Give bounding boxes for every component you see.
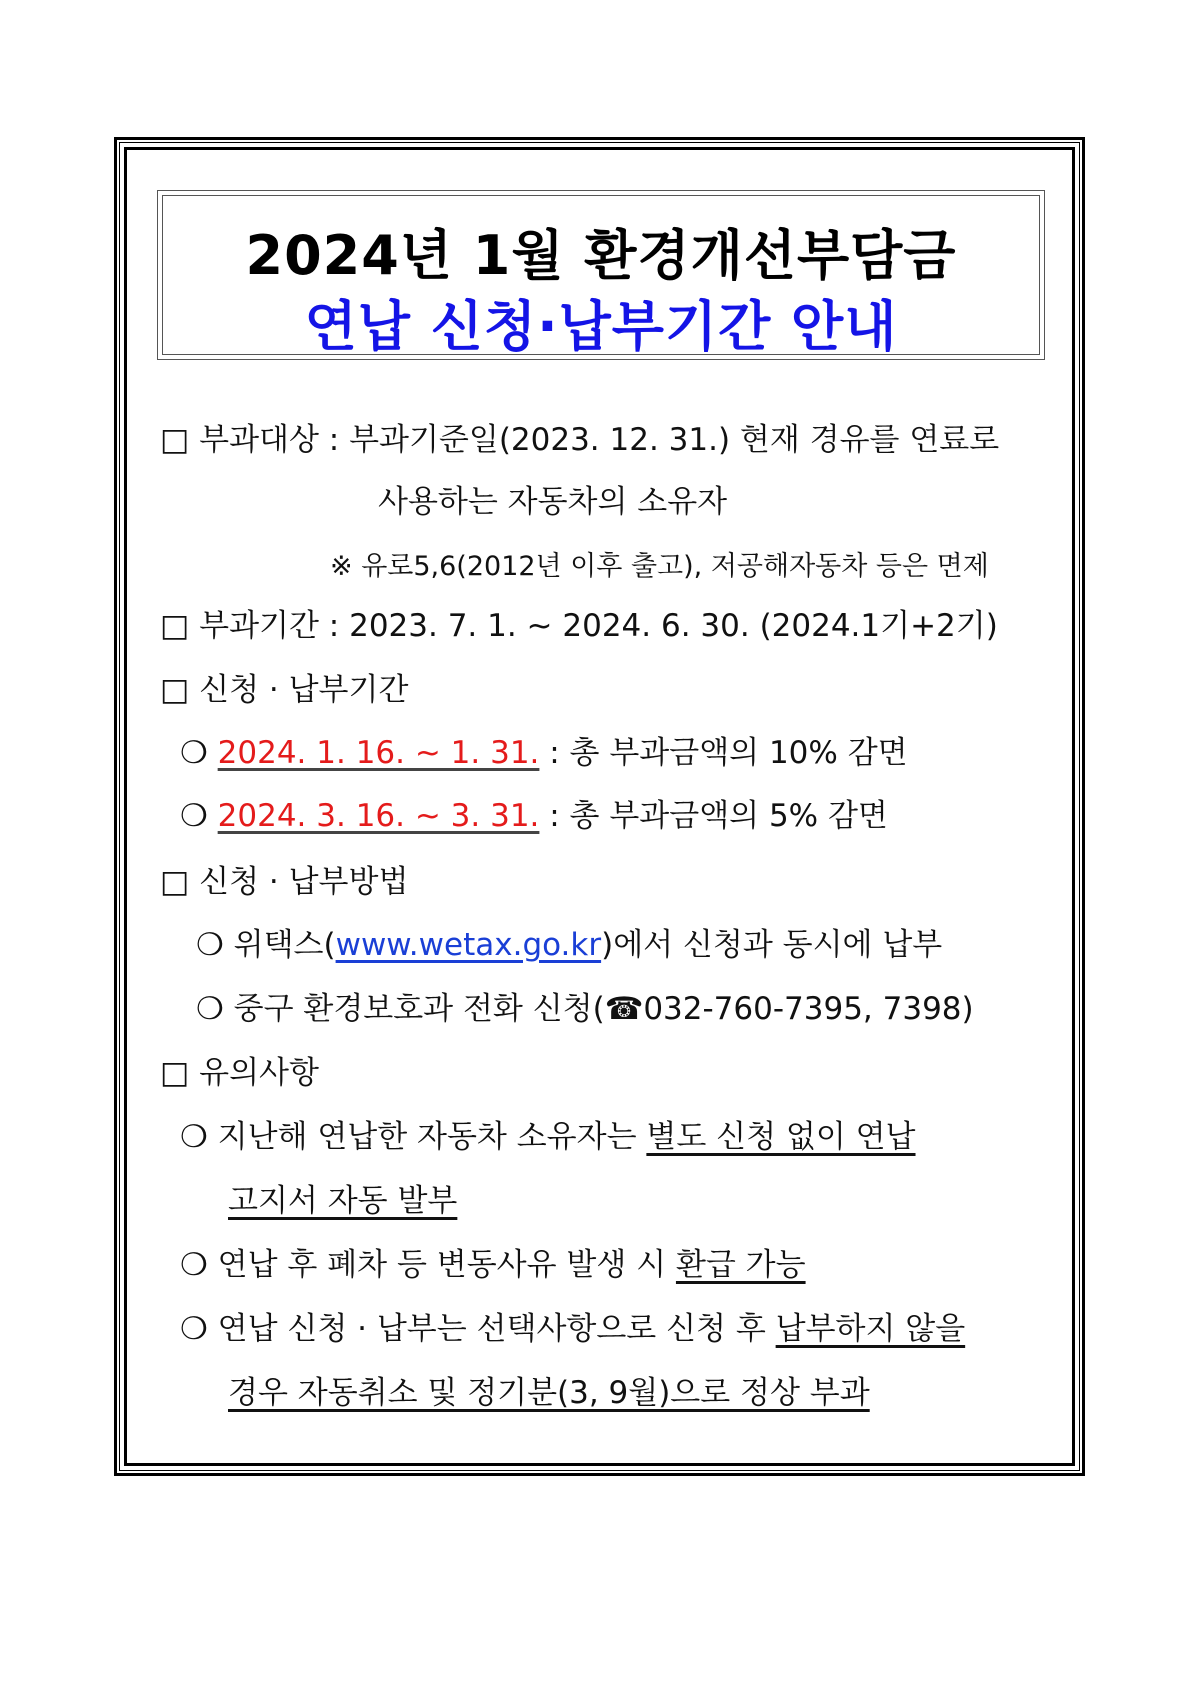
section-method: [160, 862, 408, 902]
note-1-underlined: 별도 신청 없이 연납: [646, 1119, 916, 1155]
section-notes: [160, 1053, 319, 1093]
apply-period-desc-2: : 총 부과금액의 5% 감면: [539, 798, 888, 834]
target-exemption-note: ※ 유로5,6(2012년 이후 출고), 저공해자동차 등은 면제: [330, 551, 989, 582]
circle-bullet-icon: ❍: [196, 991, 224, 1027]
note-item-3: [180, 1309, 965, 1349]
apply-period-item-1: [180, 733, 908, 773]
notes-heading: 유의사항: [199, 1055, 319, 1091]
apply-period-item-2: [180, 796, 888, 836]
section-apply-period: [160, 670, 408, 710]
method-item-1-pre: 위택스(: [233, 927, 336, 963]
circle-bullet-icon: ❍: [180, 1119, 208, 1155]
square-bullet-icon: □: [160, 608, 190, 644]
note-1-continued: [228, 1181, 457, 1221]
target-text-1: 부과기준일(2023. 12. 31.) 현재 경유를 연료로: [349, 422, 1000, 458]
circle-bullet-icon: ❍: [180, 798, 208, 834]
title-box: [157, 190, 1045, 360]
note-2-plain: 연납 후 폐차 등 변동사유 발생 시: [217, 1247, 676, 1283]
note-item-1: [180, 1117, 916, 1157]
target-label: 부과대상 :: [199, 422, 350, 458]
method-item-1-post: )에서 신청과 동시에 납부: [601, 927, 943, 963]
method-heading: 신청 · 납부방법: [199, 864, 409, 900]
apply-period-desc-1: : 총 부과금액의 10% 감면: [539, 735, 908, 771]
apply-period-heading: 신청 · 납부기간: [199, 672, 409, 708]
apply-period-date-2: 2024. 3. 16. ~ 3. 31.: [217, 798, 540, 834]
square-bullet-icon: □: [160, 672, 190, 708]
note-3-underlined-2: 경우 자동취소 및 정기분(3, 9월)으로 정상 부과: [228, 1375, 870, 1411]
method-item-2: [196, 989, 974, 1029]
square-bullet-icon: □: [160, 422, 190, 458]
square-bullet-icon: □: [160, 864, 190, 900]
period-text: 부과기간 : 2023. 7. 1. ~ 2024. 6. 30. (2024.1기+2기): [199, 608, 998, 644]
circle-bullet-icon: ❍: [180, 1247, 208, 1283]
note-1-plain: 지난해 연납한 자동차 소유자는: [217, 1119, 647, 1155]
wetax-link[interactable]: www.wetax.go.kr: [335, 927, 602, 963]
square-bullet-icon: □: [160, 1055, 190, 1091]
title-line-1: 2024년 1월 환경개선부담금: [245, 224, 957, 287]
method-item-2-text: 중구 환경보호과 전화 신청(☎032-760-7395, 7398): [233, 991, 974, 1027]
title-line-2: 연납 신청·납부기간 안내: [304, 295, 898, 358]
target-text-2: 사용하는 자동차의 소유자: [378, 484, 728, 520]
section-target: [160, 420, 999, 460]
section-period: [160, 606, 998, 646]
note-3-plain: 연납 신청 · 납부는 선택사항으로 신청 후: [217, 1311, 776, 1347]
method-item-1: [196, 925, 942, 965]
note-3-continued: [228, 1373, 870, 1413]
note-3-underlined: 납부하지 않을: [775, 1311, 966, 1347]
circle-bullet-icon: ❍: [180, 735, 208, 771]
note-1-underlined-2: 고지서 자동 발부: [228, 1183, 458, 1219]
note-2-underlined: 환급 가능: [675, 1247, 806, 1283]
apply-period-date-1: 2024. 1. 16. ~ 1. 31.: [217, 735, 540, 771]
note-item-2: [180, 1245, 806, 1285]
circle-bullet-icon: ❍: [196, 927, 224, 963]
circle-bullet-icon: ❍: [180, 1311, 208, 1347]
